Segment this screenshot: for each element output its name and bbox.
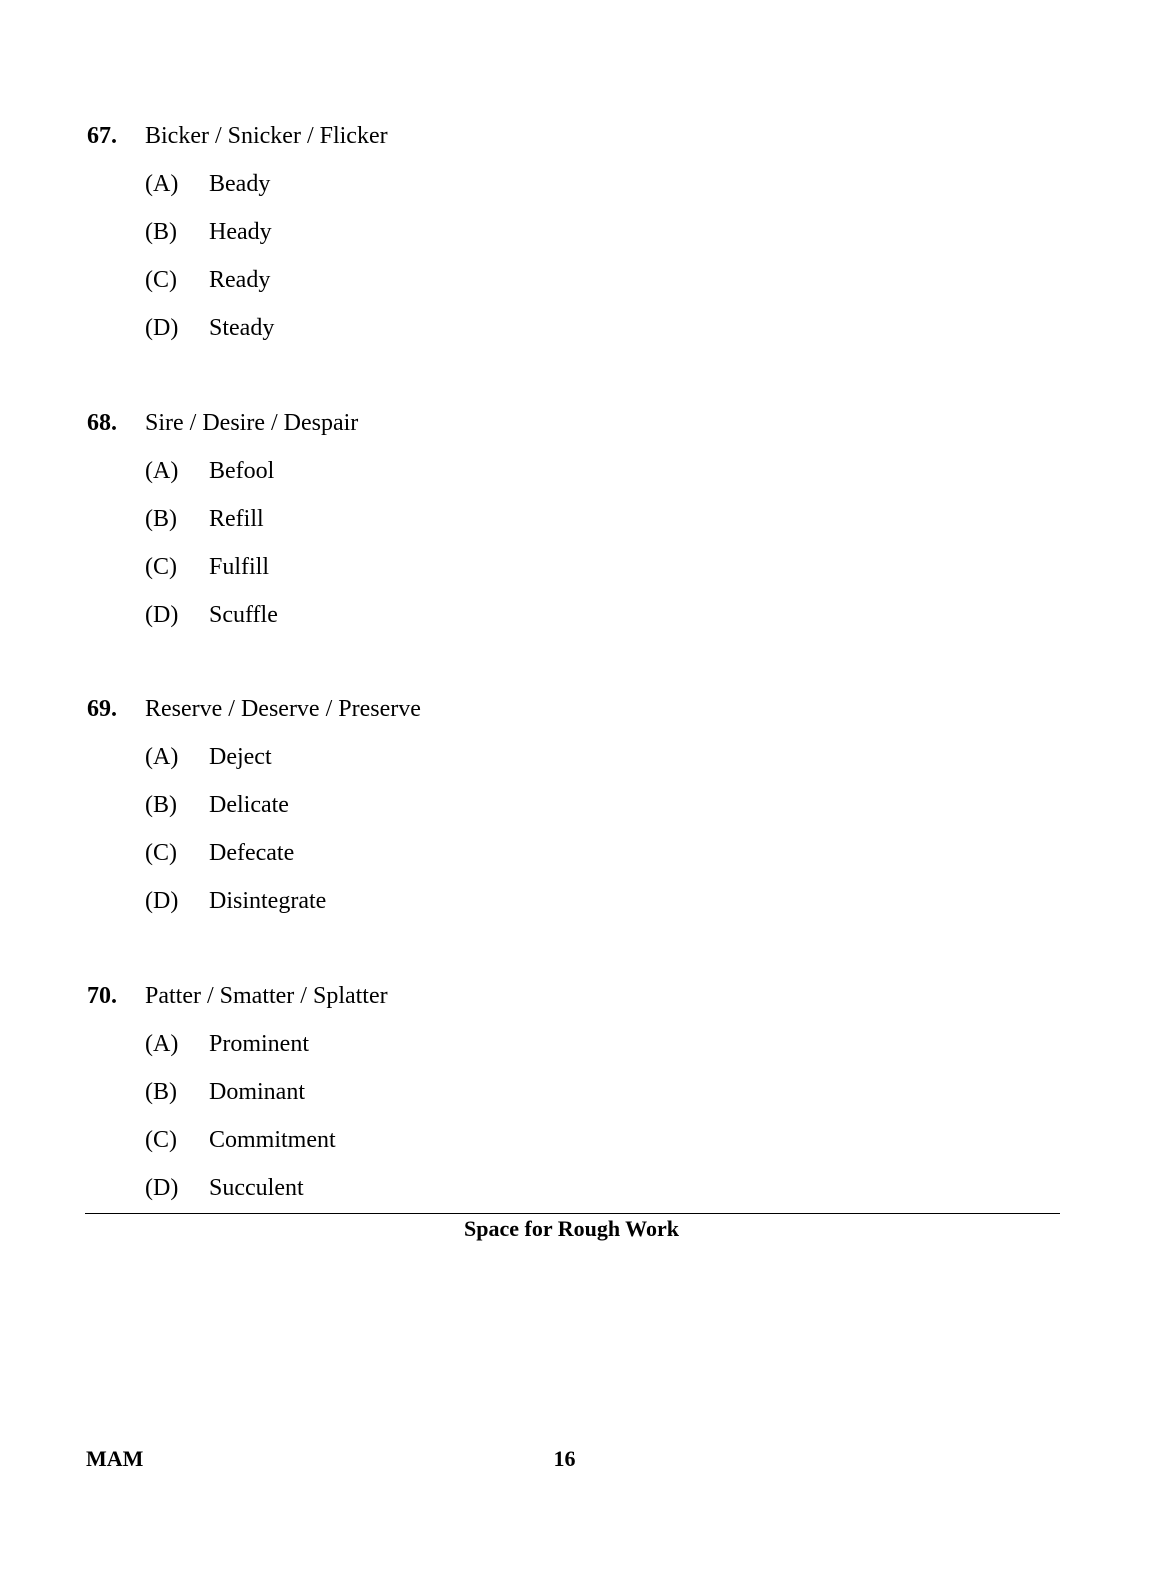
option-a (145, 453, 1067, 501)
option-label: (A) (145, 744, 179, 770)
option-c (145, 262, 1067, 310)
question-text: Reserve / Deserve / Preserve (145, 696, 421, 722)
question-number: 70. (87, 983, 117, 1009)
option-d (145, 1170, 1067, 1218)
option-label: (C) (145, 267, 177, 293)
question-67 (87, 118, 1067, 358)
question-stem (87, 405, 1067, 441)
option-list (87, 1026, 1067, 1218)
option-label: (C) (145, 1127, 177, 1153)
option-label: (B) (145, 1079, 177, 1105)
option-a (145, 1026, 1067, 1074)
option-d (145, 883, 1067, 931)
option-label: (B) (145, 506, 177, 532)
question-69 (87, 691, 1067, 931)
option-text: Ready (209, 267, 271, 293)
option-text: Delicate (209, 792, 289, 818)
option-b (145, 787, 1067, 835)
option-c (145, 549, 1067, 597)
option-text: Heady (209, 219, 272, 245)
option-d (145, 597, 1067, 645)
option-b (145, 214, 1067, 262)
option-label: (D) (145, 1175, 179, 1201)
question-text: Patter / Smatter / Splatter (145, 983, 388, 1009)
option-c (145, 835, 1067, 883)
option-text: Succulent (209, 1175, 304, 1201)
question-70 (87, 978, 1067, 1218)
option-label: (A) (145, 171, 179, 197)
rough-work-title: Space for Rough Work (464, 1216, 679, 1241)
option-d (145, 310, 1067, 358)
option-label: (B) (145, 792, 177, 818)
question-number: 69. (87, 696, 117, 722)
option-a (145, 166, 1067, 214)
option-text: Commitment (209, 1127, 336, 1153)
option-text: Disintegrate (209, 888, 327, 914)
option-label: (C) (145, 554, 177, 580)
option-text: Prominent (209, 1031, 309, 1057)
option-list (87, 453, 1067, 645)
footer-page-number: 16 (553, 1446, 576, 1471)
option-label: (D) (145, 602, 179, 628)
option-label: (C) (145, 840, 177, 866)
question-68 (87, 405, 1067, 645)
footer-exam-code: MAM (86, 1446, 144, 1471)
option-text: Beady (209, 171, 271, 197)
option-label: (A) (145, 1031, 179, 1057)
option-c (145, 1122, 1067, 1170)
option-label: (D) (145, 888, 179, 914)
question-stem (87, 978, 1067, 1014)
option-label: (B) (145, 219, 177, 245)
option-text: Steady (209, 315, 275, 341)
question-stem (87, 118, 1067, 154)
option-list (87, 166, 1067, 358)
question-text: Sire / Desire / Despair (145, 410, 359, 436)
option-label: (A) (145, 458, 179, 484)
question-number: 68. (87, 410, 117, 436)
question-number: 67. (87, 123, 117, 149)
option-text: Refill (209, 506, 264, 532)
option-text: Scuffle (209, 602, 278, 628)
option-text: Dominant (209, 1079, 305, 1105)
option-a (145, 739, 1067, 787)
option-text: Defecate (209, 840, 295, 866)
question-stem (87, 691, 1067, 727)
option-text: Befool (209, 458, 275, 484)
option-label: (D) (145, 315, 179, 341)
option-b (145, 1074, 1067, 1122)
option-list (87, 739, 1067, 931)
option-b (145, 501, 1067, 549)
option-text: Fulfill (209, 554, 270, 580)
option-text: Deject (209, 744, 272, 770)
question-text: Bicker / Snicker / Flicker (145, 123, 388, 149)
